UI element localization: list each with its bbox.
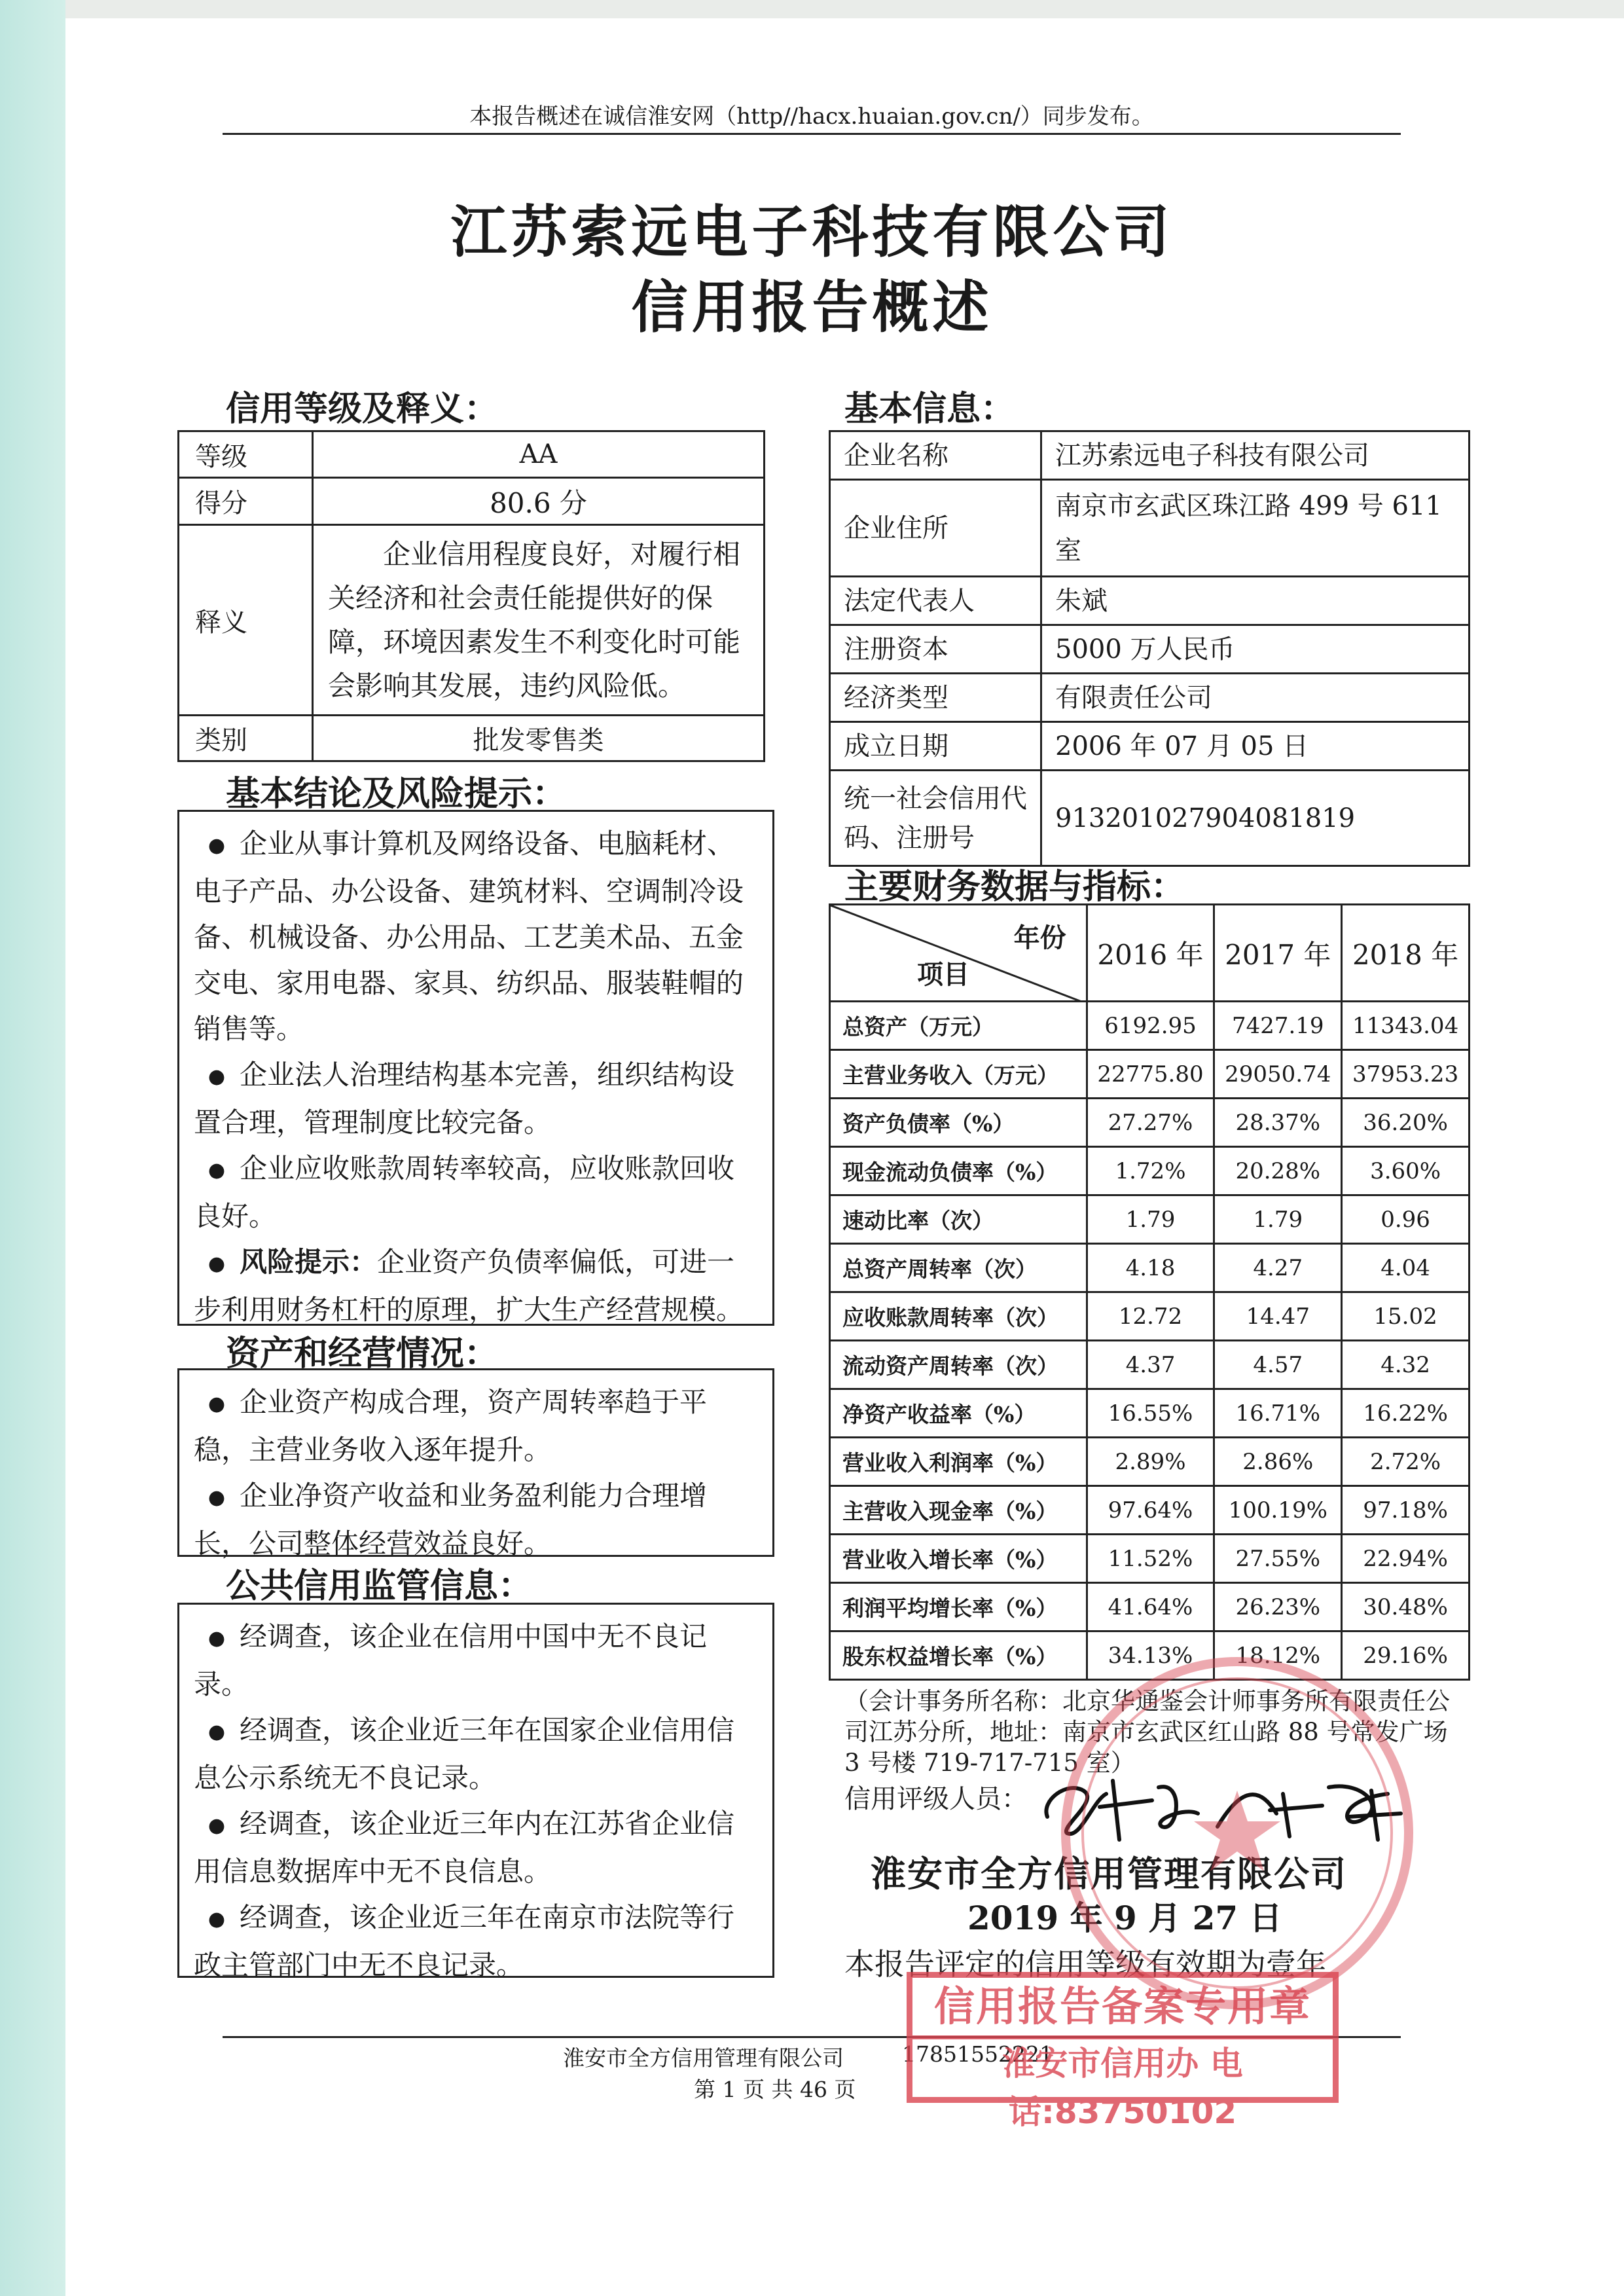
basic-info-heading: 基本信息： bbox=[844, 389, 1015, 429]
address-value: 南京市玄武区珠江路 499 号 611 室 bbox=[1041, 480, 1470, 577]
conclusion-box bbox=[177, 810, 774, 1326]
conclusion-item: ● 企业法人治理结构基本完善，组织结构设置合理，管理制度比较完备。 bbox=[194, 1052, 758, 1146]
financial-value: 4.27 bbox=[1214, 1244, 1342, 1292]
financial-value: 11.52% bbox=[1087, 1535, 1214, 1583]
financial-value: 4.04 bbox=[1342, 1244, 1470, 1292]
financial-value: 6192.95 bbox=[1087, 1002, 1214, 1050]
financial-row bbox=[830, 1292, 1470, 1341]
company-name-label: 企业名称 bbox=[830, 431, 1041, 480]
financial-rows bbox=[830, 1002, 1470, 1680]
financial-value: 18.12% bbox=[1214, 1631, 1342, 1680]
financial-row bbox=[830, 1050, 1470, 1099]
basic-info-table bbox=[829, 430, 1470, 867]
financial-table bbox=[829, 903, 1470, 1681]
financial-metric: 股东权益增长率（%） bbox=[830, 1631, 1087, 1680]
definition-value: 企业信用程度良好，对履行相关经济和社会责任能提供好的保障，环境因素发生不利变化时可能会影响其发展，违约风险低。 bbox=[313, 525, 765, 716]
financial-row bbox=[830, 1195, 1470, 1244]
financial-value: 29.16% bbox=[1342, 1631, 1470, 1680]
financial-metric: 营业收入增长率（%） bbox=[830, 1535, 1087, 1583]
financial-metric: 总资产（万元） bbox=[830, 1002, 1087, 1050]
corner-item-label: 项目 bbox=[917, 959, 969, 990]
public-credit-item: ● 经调查，该企业在信用中国中无不良记录。 bbox=[194, 1614, 758, 1707]
risk-text: 企业资产负债率偏低，可进一步利用财务杠杆的原理，扩大生产经营规模。 bbox=[194, 1246, 744, 1326]
financial-metric: 净资产收益率（%） bbox=[830, 1389, 1087, 1438]
category-label: 类别 bbox=[179, 716, 313, 761]
financial-metric: 利润平均增长率（%） bbox=[830, 1583, 1087, 1631]
financial-value: 41.64% bbox=[1087, 1583, 1214, 1631]
financial-row bbox=[830, 1486, 1470, 1535]
grade-label: 等级 bbox=[179, 431, 313, 478]
financial-value: 26.23% bbox=[1214, 1583, 1342, 1631]
financial-row bbox=[830, 1583, 1470, 1631]
financial-value: 27.55% bbox=[1214, 1535, 1342, 1583]
financial-value: 4.37 bbox=[1087, 1341, 1214, 1389]
financial-value: 11343.04 bbox=[1342, 1002, 1470, 1050]
financial-value: 28.37% bbox=[1214, 1099, 1342, 1147]
risk-item bbox=[194, 1239, 758, 1333]
conclusion-item: ● 企业应收账款周转率较高，应收账款回收良好。 bbox=[194, 1146, 758, 1239]
scanner-edge bbox=[0, 0, 65, 2296]
financial-row bbox=[830, 1341, 1470, 1389]
financial-value: 1.79 bbox=[1214, 1195, 1342, 1244]
financial-value: 16.55% bbox=[1087, 1389, 1214, 1438]
footer-company: 淮安市全方信用管理有限公司 bbox=[563, 2045, 844, 2071]
financial-value: 2.86% bbox=[1214, 1438, 1342, 1486]
report-subtitle: 信用报告概述 bbox=[631, 274, 993, 340]
financial-value: 4.57 bbox=[1214, 1341, 1342, 1389]
public-credit-item: ● 经调查，该企业近三年在南京市法院等行政主管部门中无不良记录。 bbox=[194, 1895, 758, 1988]
financial-row bbox=[830, 1389, 1470, 1438]
legal-rep-value: 朱斌 bbox=[1041, 577, 1470, 625]
financial-value: 0.96 bbox=[1342, 1195, 1470, 1244]
bullet-icon: ● bbox=[208, 1814, 226, 1837]
credit-code-value: 913201027904081819 bbox=[1041, 771, 1470, 866]
capital-value: 5000 万人民币 bbox=[1041, 625, 1470, 674]
financial-heading: 主要财务数据与指标： bbox=[844, 867, 1185, 907]
financial-value: 14.47 bbox=[1214, 1292, 1342, 1341]
round-company-seal bbox=[1054, 1650, 1420, 2016]
bullet-icon: ● bbox=[208, 1252, 226, 1275]
score-value: 80.6 分 bbox=[313, 478, 765, 525]
financial-metric: 速动比率（次） bbox=[830, 1195, 1087, 1244]
legal-rep-label: 法定代表人 bbox=[830, 577, 1041, 625]
financial-value: 15.02 bbox=[1342, 1292, 1470, 1341]
corner-year-label: 年份 bbox=[1013, 922, 1066, 953]
economic-type-label: 经济类型 bbox=[830, 674, 1041, 722]
footer-page-info: 第 1 页 共 46 页 bbox=[694, 2077, 856, 2102]
rater-label: 信用评级人员： bbox=[844, 1784, 1028, 1814]
financial-value: 97.18% bbox=[1342, 1486, 1470, 1535]
financial-value: 1.72% bbox=[1087, 1147, 1214, 1195]
year-header: 2016 年 bbox=[1087, 905, 1214, 1002]
financial-metric: 主营收入现金率（%） bbox=[830, 1486, 1087, 1535]
financial-metric: 总资产周转率（次） bbox=[830, 1244, 1087, 1292]
financial-value: 20.28% bbox=[1214, 1147, 1342, 1195]
financial-value: 2.72% bbox=[1342, 1438, 1470, 1486]
financial-value: 29050.74 bbox=[1214, 1050, 1342, 1099]
header-rule bbox=[223, 133, 1401, 135]
footer-phone: 17851552221 bbox=[902, 2041, 1053, 2067]
accounting-note: （会计事务所名称：北京华通鉴会计师事务所有限责任公司江苏分所，地址：南京市玄武区红山路 88 号常发广场 3 号楼 719-717-715 室） bbox=[844, 1687, 1450, 1777]
bullet-icon: ● bbox=[208, 1065, 226, 1088]
company-title: 江苏索远电子科技有限公司 bbox=[450, 199, 1174, 265]
bullet-icon: ● bbox=[208, 1721, 226, 1743]
founded-label: 成立日期 bbox=[830, 722, 1041, 771]
validity-note: 本报告评定的信用等级有效期为壹年 bbox=[844, 1946, 1326, 1982]
bullet-icon: ● bbox=[208, 1908, 226, 1931]
founded-value: 2006 年 07 月 05 日 bbox=[1041, 722, 1470, 771]
financial-value: 2.89% bbox=[1087, 1438, 1214, 1486]
financial-value: 7427.19 bbox=[1214, 1002, 1342, 1050]
public-credit-box bbox=[177, 1603, 774, 1981]
financial-metric: 主营业务收入（万元） bbox=[830, 1050, 1087, 1099]
financial-value: 30.48% bbox=[1342, 1583, 1470, 1631]
assets-item: ● 企业净资产收益和业务盈利能力合理增长，公司整体经营效益良好。 bbox=[194, 1473, 758, 1567]
issuer-name: 淮安市全方信用管理有限公司 bbox=[871, 1853, 1347, 1895]
assets-item: ● 企业资产构成合理，资产周转率趋于平稳，主营业务收入逐年提升。 bbox=[194, 1379, 758, 1473]
financial-row bbox=[830, 1438, 1470, 1486]
address-label: 企业住所 bbox=[830, 480, 1041, 577]
financial-metric: 资产负债率（%） bbox=[830, 1099, 1087, 1147]
conclusion-heading: 基本结论及风险提示： bbox=[226, 774, 567, 814]
financial-metric: 流动资产周转率（次） bbox=[830, 1341, 1087, 1389]
financial-value: 22.94% bbox=[1342, 1535, 1470, 1583]
publish-note: 本报告概述在诚信淮安网（http//hacx.huaian.gov.cn/）同步发布。 bbox=[469, 103, 1154, 130]
financial-value: 4.32 bbox=[1342, 1341, 1470, 1389]
financial-row bbox=[830, 1002, 1470, 1050]
financial-value: 27.27% bbox=[1087, 1099, 1214, 1147]
grade-value: AA bbox=[313, 431, 765, 478]
financial-value: 4.18 bbox=[1087, 1244, 1214, 1292]
financial-value: 37953.23 bbox=[1342, 1050, 1470, 1099]
capital-label: 注册资本 bbox=[830, 625, 1041, 674]
issue-date: 2019 年 9 月 27 日 bbox=[967, 1899, 1282, 1937]
financial-row bbox=[830, 1099, 1470, 1147]
risk-label: 风险提示： bbox=[240, 1246, 378, 1278]
filing-seal-line1: 信用报告备案专用章 bbox=[933, 1982, 1311, 2030]
financial-value: 100.19% bbox=[1214, 1486, 1342, 1535]
financial-value: 36.20% bbox=[1342, 1099, 1470, 1147]
bullet-icon: ● bbox=[208, 834, 226, 857]
credit-code-label: 统一社会信用代码、注册号 bbox=[830, 771, 1041, 866]
financial-row bbox=[830, 1535, 1470, 1583]
grade-heading: 信用等级及释义： bbox=[226, 389, 499, 429]
financial-value: 16.22% bbox=[1342, 1389, 1470, 1438]
financial-value: 16.71% bbox=[1214, 1389, 1342, 1438]
conclusion-item: ● 企业从事计算机及网络设备、电脑耗材、电子产品、办公设备、建筑材料、空调制冷设备、机械设备、办公用品、工艺美术品、五金交电、家用电器、家具、纺织品、服装鞋帽的销售等。 bbox=[194, 821, 758, 1052]
financial-metric: 现金流动负债率（%） bbox=[830, 1147, 1087, 1195]
financial-value: 12.72 bbox=[1087, 1292, 1214, 1341]
financial-value: 3.60% bbox=[1342, 1147, 1470, 1195]
bullet-icon: ● bbox=[208, 1627, 226, 1650]
company-name-value: 江苏索远电子科技有限公司 bbox=[1041, 431, 1470, 480]
financial-metric: 应收账款周转率（次） bbox=[830, 1292, 1087, 1341]
financial-value: 34.13% bbox=[1087, 1631, 1214, 1680]
bullet-icon: ● bbox=[208, 1393, 226, 1415]
financial-value: 1.79 bbox=[1087, 1195, 1214, 1244]
filing-seal bbox=[907, 1972, 1339, 2131]
definition-label: 释义 bbox=[179, 525, 313, 716]
financial-value: 97.64% bbox=[1087, 1486, 1214, 1535]
financial-metric: 营业收入利润率（%） bbox=[830, 1438, 1087, 1486]
public-credit-heading: 公共信用监管信息： bbox=[226, 1566, 533, 1606]
financial-corner-cell bbox=[830, 905, 1087, 1002]
public-credit-item: ● 经调查，该企业近三年内在江苏省企业信用信息数据库中无不良信息。 bbox=[194, 1801, 758, 1895]
financial-row bbox=[830, 1244, 1470, 1292]
score-label: 得分 bbox=[179, 478, 313, 525]
economic-type-value: 有限责任公司 bbox=[1041, 674, 1470, 722]
public-credit-item: ● 经调查，该企业近三年在国家企业信用信息公示系统无不良记录。 bbox=[194, 1707, 758, 1801]
assets-box bbox=[177, 1368, 774, 1557]
grade-table bbox=[177, 430, 765, 762]
filing-seal-line2: 淮安市信用办 电话:83750102 bbox=[912, 2035, 1333, 2136]
category-value: 批发零售类 bbox=[313, 716, 765, 761]
assets-heading: 资产和经营情况： bbox=[226, 1334, 499, 1374]
year-header: 2018 年 bbox=[1342, 905, 1470, 1002]
year-header: 2017 年 bbox=[1214, 905, 1342, 1002]
bullet-icon: ● bbox=[208, 1159, 226, 1182]
financial-value: 22775.80 bbox=[1087, 1050, 1214, 1099]
financial-row bbox=[830, 1147, 1470, 1195]
bullet-icon: ● bbox=[208, 1486, 226, 1509]
